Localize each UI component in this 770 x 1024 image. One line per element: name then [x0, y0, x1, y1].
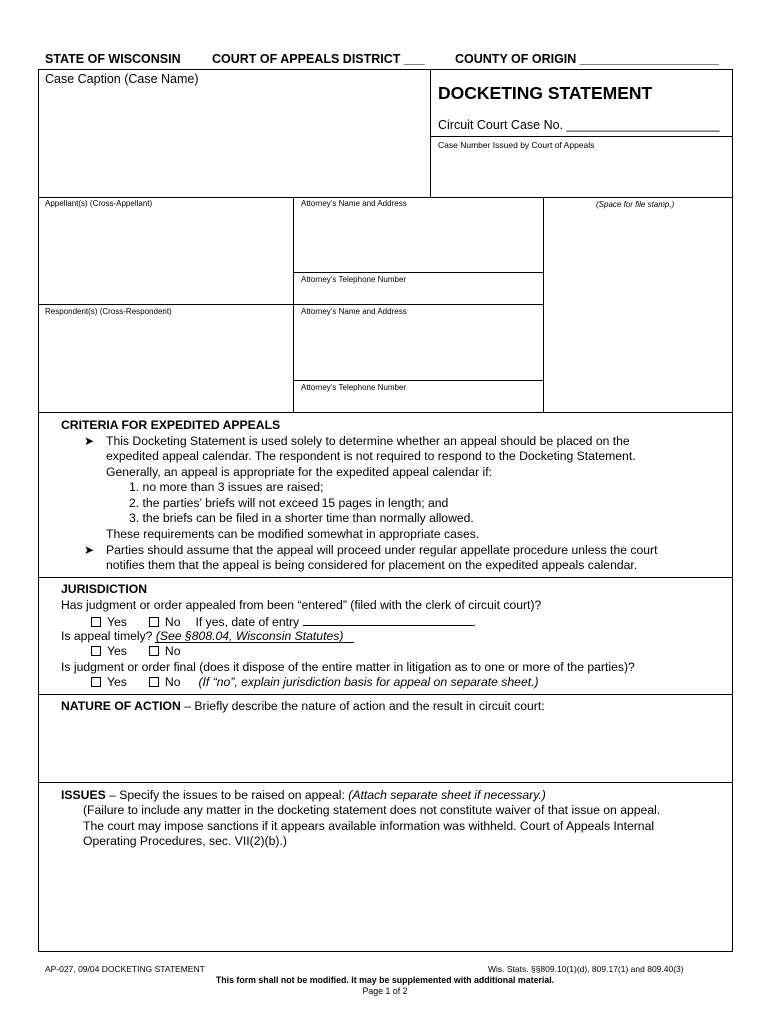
q3-note: (If “no”, explain jurisdiction basis for appeal on separate sheet.) — [198, 675, 539, 689]
jurisdiction-question-3: Is judgment or order final (does it dispose of the entire matter in litigation as to one or more of the parties)? — [61, 660, 635, 674]
issues-heading: ISSUES — [61, 788, 106, 802]
attorney-name-label-2: Attorney’s Name and Address — [301, 307, 407, 316]
jurisdiction-top-divider — [38, 577, 733, 578]
q1-no-checkbox[interactable] — [149, 617, 159, 627]
q1-yes-label: Yes — [107, 615, 127, 629]
q3-yes-checkbox[interactable] — [91, 677, 101, 687]
parties-divider-2 — [543, 197, 544, 412]
nature-input-area[interactable] — [45, 718, 725, 778]
criteria-text-5: notifies them that the appeal is being considered for placement on the expedited appeals calendar. — [106, 558, 638, 572]
circuit-case-number-field[interactable]: Circuit Court Case No. ______________________ — [438, 118, 720, 132]
issues-text: – Specify the issues to be raised on appeal: — [105, 788, 349, 802]
caption-inner-divider — [430, 136, 733, 137]
nature-of-action — [61, 699, 545, 715]
issues-note: (Attach separate sheet if necessary.) — [348, 788, 546, 802]
bullet-arrow-2: ➤ — [84, 543, 95, 557]
modification-notice: This form shall not be modified. It may be supplemented with additional material. — [215, 975, 555, 985]
criteria-item-1: 1. no more than 3 issues are raised; — [129, 480, 324, 494]
attorney-name-label-1: Attorney’s Name and Address — [301, 199, 407, 208]
q2-underline — [155, 642, 354, 643]
issues-input-area[interactable] — [45, 855, 725, 945]
q2-no-checkbox[interactable] — [149, 646, 159, 656]
criteria-text-2: expedited appeal calendar. The respondent is not required to respond to the Docketing Statement. — [106, 449, 636, 463]
criteria-heading: CRITERIA FOR EXPEDITED APPEALS — [61, 418, 281, 432]
q2-options — [91, 644, 180, 660]
attorney-phone-label-2: Attorney’s Telephone Number — [301, 383, 407, 392]
phone-divider-1 — [293, 272, 543, 273]
file-stamp-label: (Space for file stamp.) — [596, 200, 675, 209]
q1-yes-checkbox[interactable] — [91, 617, 101, 627]
caption-divider — [430, 69, 431, 197]
entry-date-end: . — [472, 615, 476, 629]
criteria-top-divider — [38, 412, 733, 413]
q3-options — [91, 675, 539, 691]
q3-no-label: No — [164, 675, 181, 689]
q3-yes-label: Yes — [107, 675, 127, 689]
appeals-case-number-label: Case Number Issued by Court of Appeals — [438, 140, 595, 150]
phone-divider-2 — [293, 380, 543, 381]
parties-top-divider — [38, 197, 733, 198]
nature-text: – Briefly describe the nature of action and the result in circuit court: — [180, 699, 545, 713]
q1-no-label: No — [164, 615, 181, 629]
q2-no-label: No — [164, 644, 181, 658]
issues-line-2: (Failure to include any matter in the docketing statement does not constitute waiver of that issue on appeal. — [83, 803, 661, 817]
q2-yes-label: Yes — [107, 644, 127, 658]
attorney-phone-label-1: Attorney’s Telephone Number — [301, 275, 407, 284]
nature-top-divider — [38, 694, 733, 695]
issues-top-divider — [38, 782, 733, 783]
page-title: DOCKETING STATEMENT — [438, 83, 653, 103]
bullet-arrow-1: ➤ — [84, 434, 95, 448]
issues-line-4: Operating Procedures, sec. VII(2)(b).) — [83, 834, 287, 848]
entry-date-label: If yes, date of entry — [195, 615, 300, 629]
q3-no-checkbox[interactable] — [149, 677, 159, 687]
district-field[interactable]: COURT OF APPEALS DISTRICT ___ — [212, 52, 425, 66]
issues-line-1 — [61, 788, 546, 804]
criteria-text-3: Generally, an appeal is appropriate for the expedited appeal calendar if: — [106, 465, 492, 479]
jurisdiction-question-1: Has judgment or order appealed from been “entered” (filed with the clerk of circuit court)? — [61, 598, 542, 612]
page-number: Page 1 of 2 — [362, 986, 408, 996]
criteria-text-4: Parties should assume that the appeal will proceed under regular appellate procedure unless the court — [106, 543, 658, 557]
form-id: AP-027, 09/04 DOCKETING STATEMENT — [45, 964, 205, 974]
q2-statute-ref: (See §808.04, Wisconsin Statutes) — [155, 629, 344, 643]
criteria-item-3: 3. the briefs can be filed in a shorter time than normally allowed. — [129, 511, 474, 525]
nature-heading: NATURE OF ACTION — [61, 699, 181, 713]
state-name: STATE OF WISCONSIN — [45, 52, 181, 66]
appellant-label: Appellant(s) (Cross-Appellant) — [45, 199, 153, 208]
statutes-reference: Wis. Stats. §§809.10(1)(d), 809.17(1) and 809.40(3) — [488, 964, 684, 974]
respondent-label: Respondent(s) (Cross-Respondent) — [45, 307, 172, 316]
issues-line-3: The court may impose sanctions if it appears available information was withheld. Court of Appeals Internal — [83, 819, 655, 833]
jurisdiction-heading: JURISDICTION — [61, 582, 147, 596]
criteria-text-1: This Docketing Statement is used solely to determine whether an appeal should be placed on the — [106, 434, 630, 448]
q2-yes-checkbox[interactable] — [91, 646, 101, 656]
q2-text: Is appeal timely? — [61, 629, 153, 643]
case-caption-label: Case Caption (Case Name) — [45, 72, 199, 86]
entry-date-field[interactable] — [303, 613, 473, 626]
criteria-modified: These requirements can be modified somewhat in appropriate cases. — [106, 527, 480, 541]
respondent-divider — [38, 304, 543, 305]
criteria-item-2: 2. the parties’ briefs will not exceed 15 pages in length; and — [129, 496, 449, 510]
county-field[interactable]: COUNTY OF ORIGIN ____________________ — [455, 52, 719, 66]
q1-options — [91, 613, 476, 631]
